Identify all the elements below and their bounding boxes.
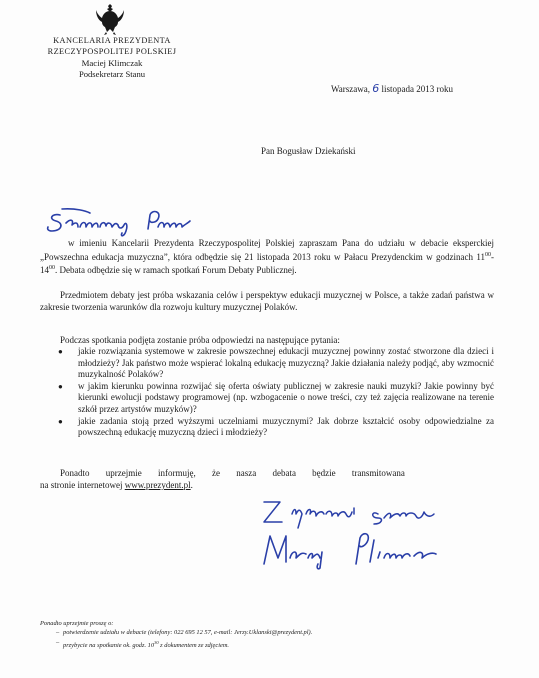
time-end: -14 [40, 251, 494, 276]
time-start-sup: 00 [485, 251, 491, 258]
org-name-line2: RZECZYPOSPOLITEJ POLSKIEJ [47, 47, 177, 56]
footnote-requests [40, 619, 460, 650]
dash-icon: – [56, 629, 60, 637]
note-arrival-text-end: z dokumentem ze zdjęciem. [160, 641, 230, 649]
questions-list [56, 346, 494, 439]
handwritten-greeting [46, 205, 246, 241]
list-item [56, 381, 494, 416]
paragraph-invitation-end: . Debata odbędzie się w ramach spotkań Forum Debaty Publicznej. [55, 265, 297, 276]
notes-heading: Ponadto uprzejmie proszę o: [40, 620, 114, 627]
list-item [40, 638, 460, 651]
website-link[interactable]: www.prezydent.pl [124, 480, 191, 490]
org-name-line1: KANCELARIA PREZYDENTA [53, 36, 171, 45]
bullet-icon: ● [58, 381, 63, 391]
date-suffix: listopada 2013 roku [381, 84, 454, 94]
question-text: jakie zadania stoją przed wyższymi uczelniami muzycznymi? Jak dobrze kształcić osoby odpowiedzialne za powszechną edukację muzyczną dzieci i młodzieży? [78, 415, 494, 438]
recipient-name: Pan Bogusław Dziekański [261, 146, 356, 156]
note-arrival-sup: 30 [154, 639, 159, 645]
paragraph-broadcast: Ponadto uprzejmie informuję, że nasza debata będzie transmitowana [60, 468, 405, 478]
list-item [56, 346, 494, 381]
paragraph-questions-intro: Podczas spotkania podjęta zostanie próba odpowiedzi na następujące pytania: [60, 335, 340, 345]
white-eagle-emblem-icon [95, 2, 125, 36]
paragraph-invitation-text: w imieniu Kancelarii Prezydenta Rzeczypospolitej Polskiej zapraszam Pana do udziału w debacie eksperckiej „Powszechna edukacja muzyczna”, która odbędzie się 21 listopada 2013 roku w Pałacu Prezydenckim w godzinach 11 [40, 238, 494, 262]
question-text: w jakim kierunku powinna rozwijać się oferta oświaty publicznej w zakresie nauki muzyki? Jakie powinny być kierunki ewolucji podstawy programowej (np. wzbogacenie o nowe treści, czy też zajęcia realizowane na terenie szkół przez artystów muzyków)? [78, 380, 494, 414]
list-item [56, 416, 494, 439]
paragraph-subject: Przedmiotem debaty jest próba wskazania celów i perspektyw edukacji muzycznej w Polsce, a także zadań państwa w zakresie tworzenia warunków dla rozwoju kultury muzycznej Polaków. [40, 290, 494, 312]
note-arrival-text: przybycie na spotkanie ok. godz. 10 [63, 641, 155, 649]
question-text: jakie rozwiązania systemowe w zakresie powszechnej edukacji muzycznej powinny zostać stworzone dla dzieci i młodzieży? Jak państwo może wspierać lokalną edukację muzyczną? Jakie działania należy podjąć, aby wzmocnić muzykalność Polaków? [78, 346, 494, 380]
paragraph-invitation [40, 238, 494, 277]
date-day-handwritten: 6 [372, 82, 380, 95]
bullet-icon: ● [58, 416, 63, 426]
dash-icon: – [56, 638, 60, 646]
broadcast-prefix: na stronie internetowej [40, 480, 123, 490]
list-item [40, 628, 460, 637]
note-confirm-text: potwierdzenie udziału w debacie (telefony: 022 695 12 57, e-mail: Jerzy.Uklanski@prezydent.pl). [63, 629, 313, 637]
sender-name: Maciej Klimczak [81, 58, 143, 68]
time-end-sup: 00 [49, 265, 55, 272]
handwritten-signature [256, 528, 472, 570]
bullet-icon: ● [58, 347, 63, 356]
date-prefix: Warszawa, [331, 84, 371, 94]
letter-date [331, 82, 453, 95]
paragraph-broadcast-line2 [40, 480, 494, 492]
broadcast-suffix: . [190, 480, 193, 490]
sender-role: Podsekretarz Stanu [78, 69, 146, 79]
